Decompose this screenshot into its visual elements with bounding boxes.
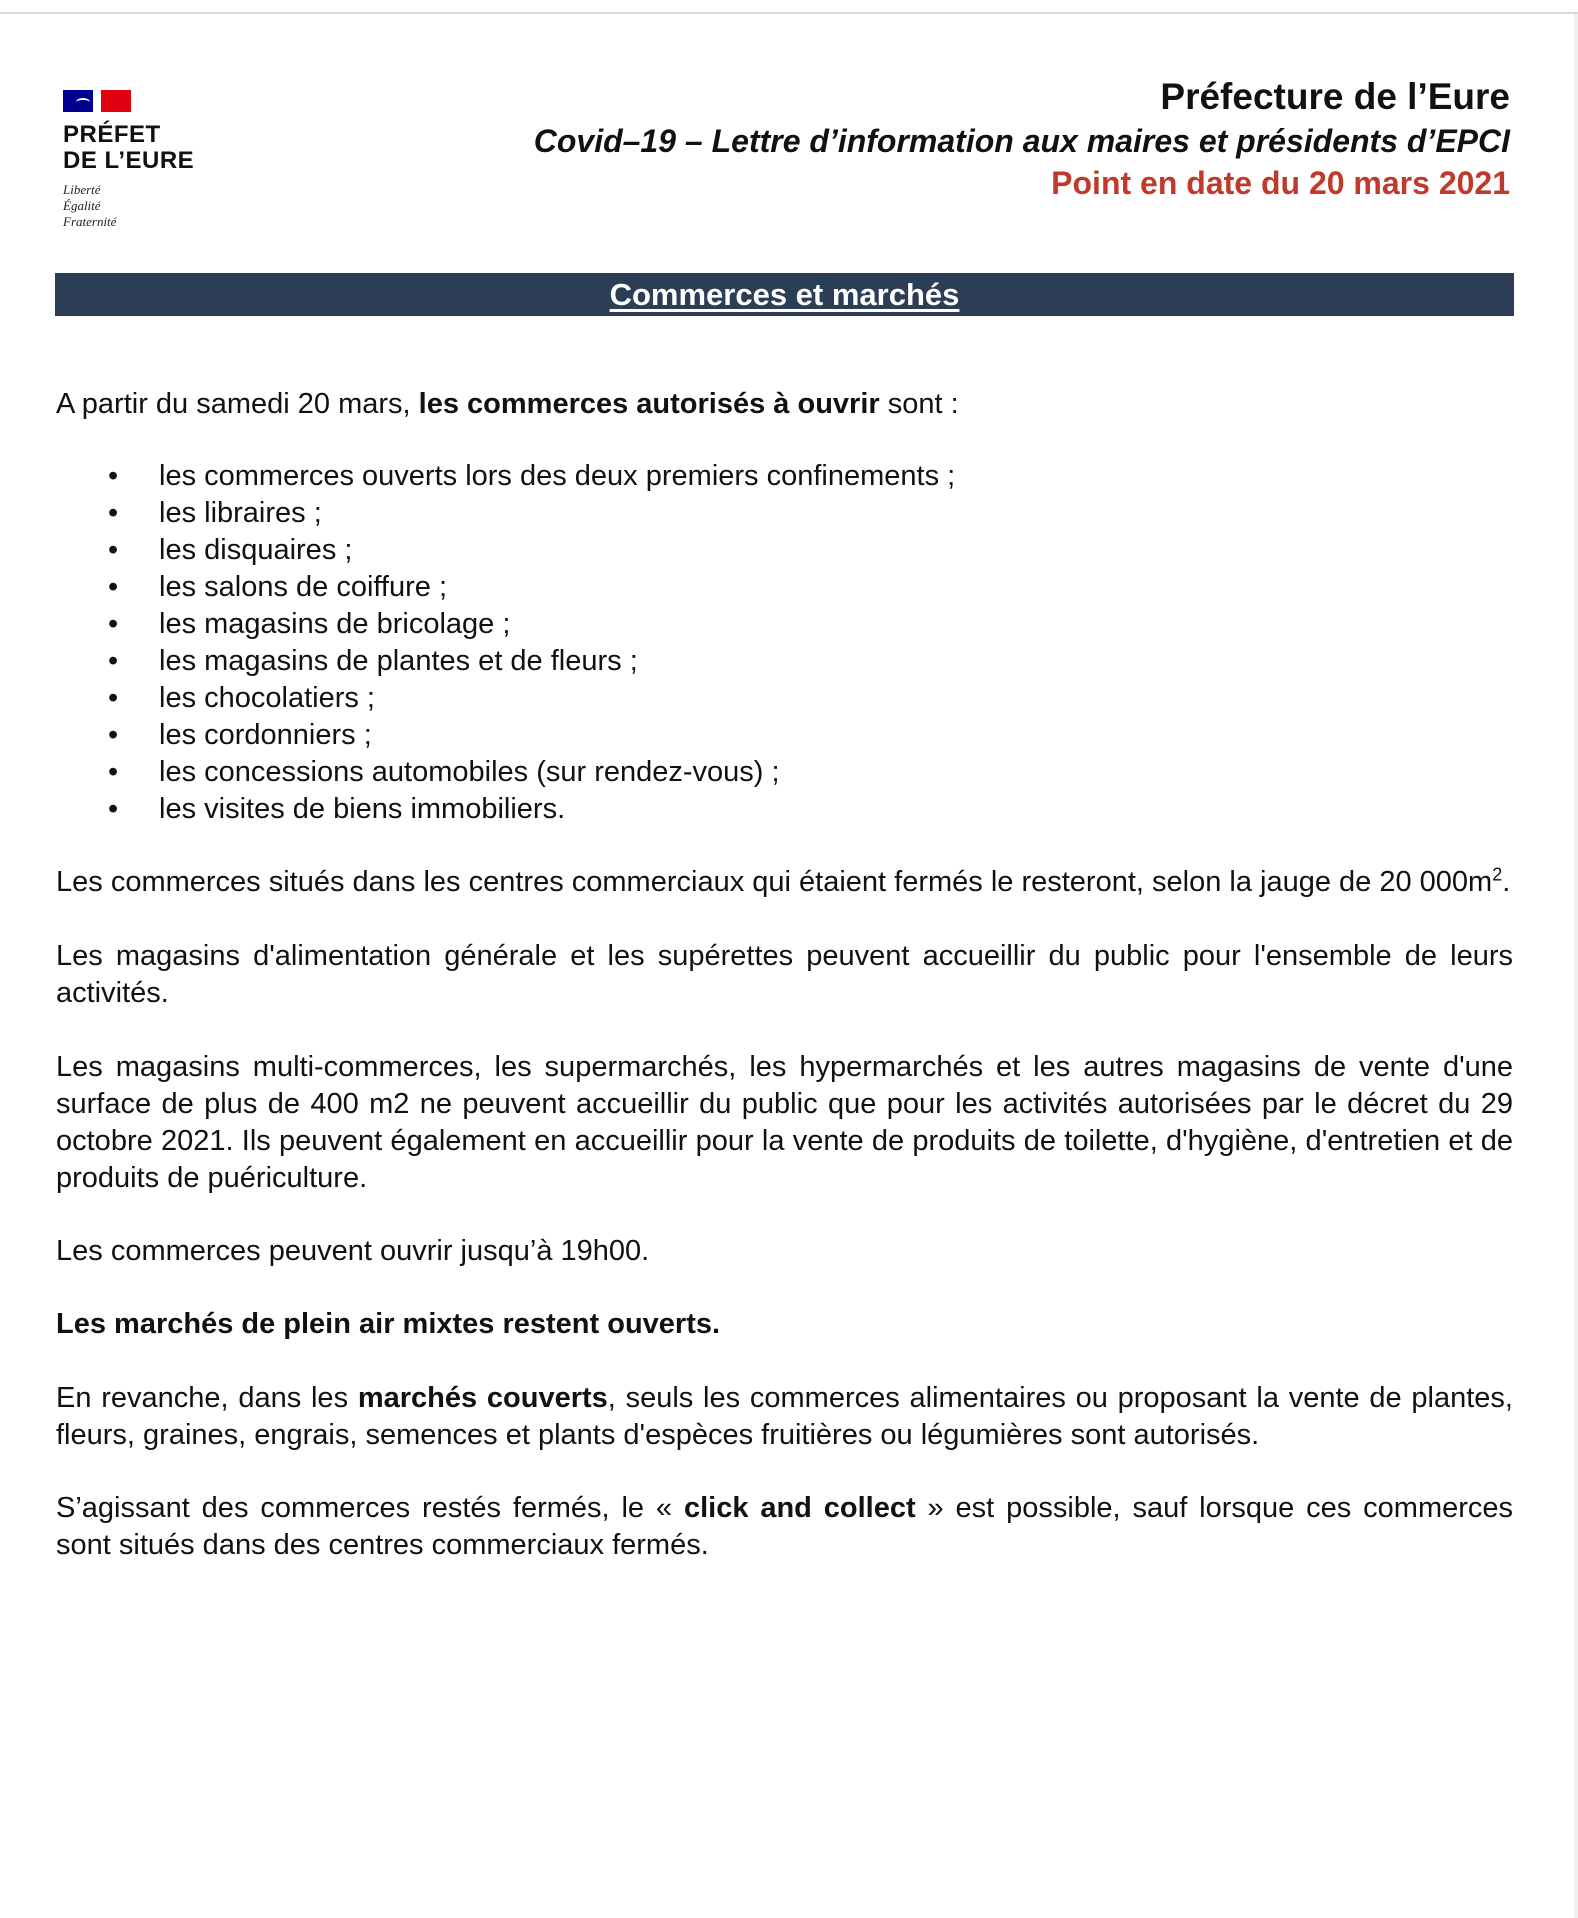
list-item: • les libraires ; [56, 495, 1513, 532]
bullet-icon: • [108, 571, 119, 603]
section-title: Commerces et marchés [609, 277, 960, 312]
paragraph-marches-couverts: En revanche, dans les marchés couverts, seuls les commerces alimentaires ou proposant la vente de plantes, fleurs, graines, engrais, semences et plants d'espèces fruitières ou légumières sont autorisés. [56, 1382, 1513, 1451]
intro-paragraph [56, 386, 1513, 423]
bullet-icon: • [108, 460, 119, 492]
motto-fraternite: Fraternité [63, 214, 117, 229]
section-banner [55, 273, 1514, 316]
bullet-icon: • [108, 608, 119, 640]
paragraph-alimentation: Les magasins d'alimentation générale et les supérettes peuvent accueillir du public pour l'ensemble de leurs activités. [56, 940, 1513, 1009]
bullet-icon: • [108, 793, 119, 825]
prefet-logo [63, 90, 213, 230]
list-item: • les visites de biens immobiliers. [56, 791, 1513, 828]
french-flag-icon [63, 90, 133, 112]
motto-liberte: Liberté [63, 182, 101, 197]
list-item: • les disquaires ; [56, 532, 1513, 569]
bullet-icon: • [108, 682, 119, 714]
authorized-shops-list [56, 458, 1513, 828]
list-item: • les magasins de plantes et de fleurs ; [56, 643, 1513, 680]
paragraph-multi-commerces: Les magasins multi-commerces, les supermarchés, les hypermarchés et les autres magasins de vente d'une surface de plus de 400 m2 ne peuvent accueillir du public que pour les activités autorisées par le décret du 29 octobre 2021. Ils peuvent également en accueillir pour la vente de produits de toilette, d'hygiène, d'entretien et de produits de puériculture. [56, 1051, 1513, 1194]
list-item: • les cordonniers ; [56, 717, 1513, 754]
document-body [56, 386, 1513, 1564]
paragraph-plein-air: Les marchés de plein air mixtes restent ouverts. [56, 1308, 721, 1340]
intro-text-2: sont : [879, 388, 959, 420]
logo-line-1: PRÉFET [63, 121, 161, 148]
list-item: • les salons de coiffure ; [56, 569, 1513, 606]
motto-egalite: Égalité [63, 198, 101, 213]
header-title: Préfecture de l’Eure [1160, 76, 1510, 117]
document-header [534, 74, 1510, 204]
list-item: • les commerces ouverts lors des deux premiers confinements ; [56, 458, 1513, 495]
paragraph-centres-commerciaux: Les commerces situés dans les centres commerciaux qui étaient fermés le resteront, selon la jauge de 20 $000m^2$. [56, 864, 1511, 898]
logo-line-2: DE L’EURE [63, 147, 195, 174]
bullet-icon: • [108, 534, 119, 566]
bullet-icon: • [108, 645, 119, 677]
intro-bold: les commerces autorisés à ouvrir [418, 388, 880, 420]
intro-text-1: A partir du samedi 20 mars, [56, 388, 419, 420]
list-item: • les magasins de bricolage ; [56, 606, 1513, 643]
header-subtitle: Covid–19 – Lettre d’information aux maires et présidents d’EPCI [533, 123, 1510, 159]
bullet-icon: • [108, 497, 119, 529]
bullet-icon: • [108, 719, 119, 751]
logo-title [63, 122, 213, 174]
paragraph-click-and-collect: S’agissant des commerces restés fermés, le « click and collect » est possible, sauf lorsque ces commerces sont situés dans des centres commerciaux fermés. [56, 1492, 1514, 1561]
bullet-icon: • [108, 756, 119, 788]
header-date: Point en date du 20 mars 2021 [1051, 165, 1510, 201]
list-item: • les chocolatiers ; [56, 680, 1513, 717]
republic-motto [63, 182, 213, 230]
list-item: • les concessions automobiles (sur rendez-vous) ; [56, 754, 1513, 791]
paragraph-horaires: Les commerces peuvent ouvrir jusqu’à 19h00. [56, 1235, 650, 1267]
